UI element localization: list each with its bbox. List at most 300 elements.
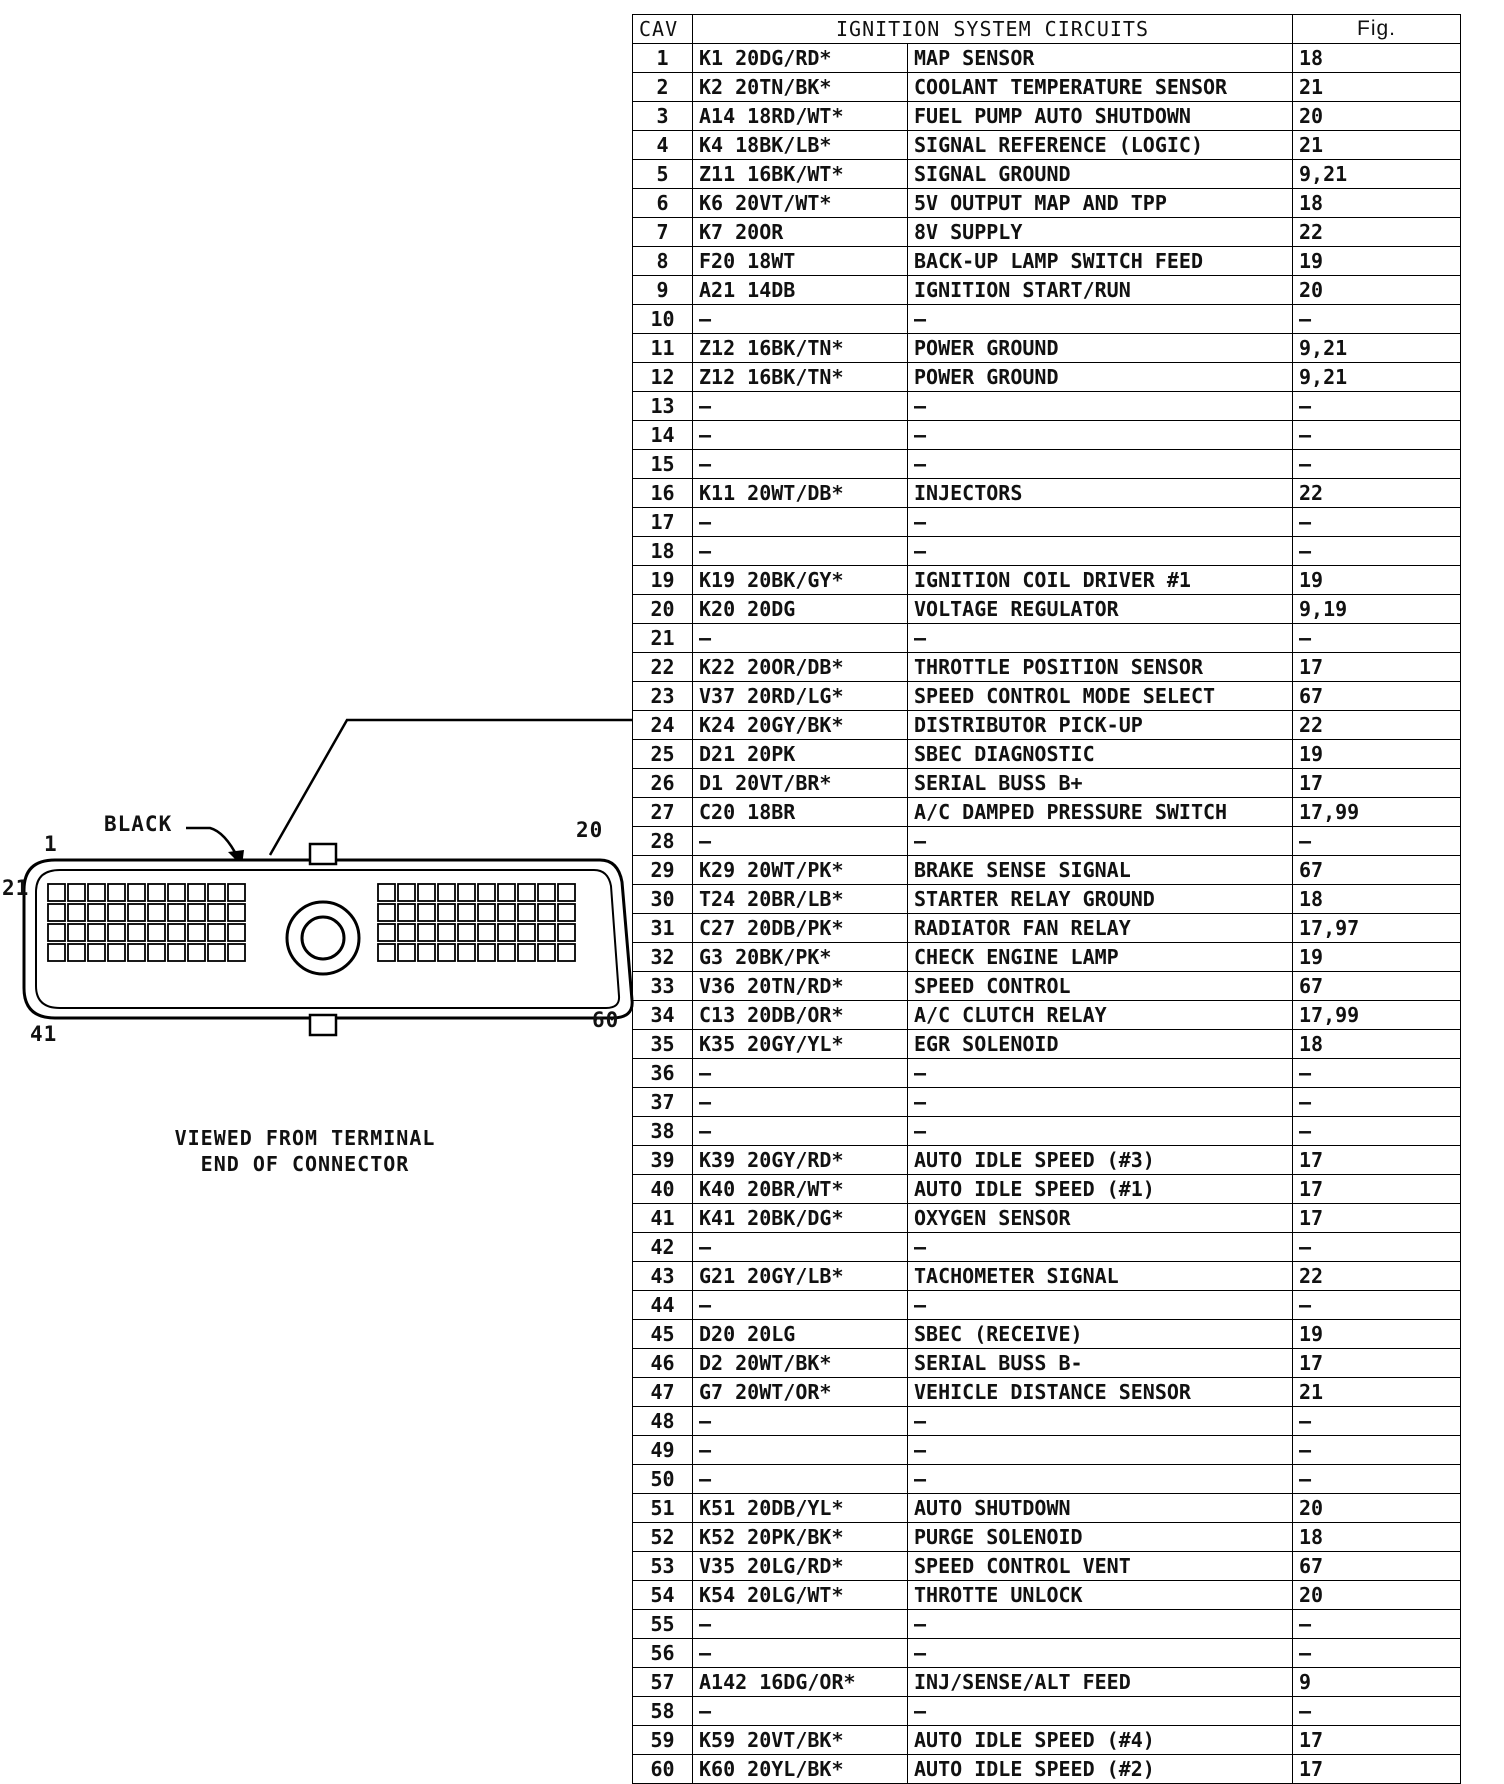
wire-cell: —: [693, 1407, 908, 1436]
connector-pin: [538, 884, 555, 901]
wire-cell: D2 20WT/BK*: [693, 1349, 908, 1378]
function-cell: —: [908, 1059, 1293, 1088]
connector-pin: [418, 884, 435, 901]
wire-cell: D21 20PK: [693, 740, 908, 769]
table-row: [633, 1436, 1461, 1465]
header-fig: Fig.: [1293, 15, 1461, 44]
table-row: [633, 102, 1461, 131]
connector-pin: [68, 884, 85, 901]
cav-cell: 7: [633, 218, 693, 247]
function-cell: SIGNAL REFERENCE (LOGIC): [908, 131, 1293, 160]
cav-cell: 40: [633, 1175, 693, 1204]
cav-cell: 55: [633, 1610, 693, 1639]
cav-cell: 1: [633, 44, 693, 73]
view-note: [120, 1125, 490, 1177]
pin-label-41: 41: [30, 1022, 58, 1046]
table-row: [633, 653, 1461, 682]
wire-cell: Z12 16BK/TN*: [693, 363, 908, 392]
function-cell: INJECTORS: [908, 479, 1293, 508]
table-row: [633, 914, 1461, 943]
wire-cell: D20 20LG: [693, 1320, 908, 1349]
connector-pin: [228, 944, 245, 961]
function-cell: PURGE SOLENOID: [908, 1523, 1293, 1552]
function-cell: POWER GROUND: [908, 363, 1293, 392]
fig-cell: 21: [1293, 131, 1461, 160]
table-row: [633, 1378, 1461, 1407]
table-row: [633, 189, 1461, 218]
table-row: [633, 1639, 1461, 1668]
connector-pin: [128, 904, 145, 921]
cav-cell: 49: [633, 1436, 693, 1465]
fig-cell: 17: [1293, 1349, 1461, 1378]
function-cell: IGNITION START/RUN: [908, 276, 1293, 305]
wire-cell: K51 20DB/YL*: [693, 1494, 908, 1523]
function-cell: 8V SUPPLY: [908, 218, 1293, 247]
connector-pin: [398, 944, 415, 961]
table-row: [633, 624, 1461, 653]
cav-cell: 23: [633, 682, 693, 711]
connector-pin: [108, 944, 125, 961]
fig-cell: —: [1293, 827, 1461, 856]
fig-cell: 17: [1293, 769, 1461, 798]
fig-cell: —: [1293, 421, 1461, 450]
cav-cell: 51: [633, 1494, 693, 1523]
cav-cell: 20: [633, 595, 693, 624]
wire-cell: Z12 16BK/TN*: [693, 334, 908, 363]
wire-cell: —: [693, 508, 908, 537]
table-row: [633, 305, 1461, 334]
fig-cell: —: [1293, 537, 1461, 566]
function-cell: AUTO IDLE SPEED (#4): [908, 1726, 1293, 1755]
fig-cell: —: [1293, 1059, 1461, 1088]
connector-pin: [538, 944, 555, 961]
table-row: [633, 1291, 1461, 1320]
fig-cell: 22: [1293, 1262, 1461, 1291]
cav-cell: 22: [633, 653, 693, 682]
table-row: [633, 1349, 1461, 1378]
wire-cell: —: [693, 421, 908, 450]
pin-label-60: 60: [592, 1008, 620, 1032]
function-cell: 5V OUTPUT MAP AND TPP: [908, 189, 1293, 218]
wire-cell: —: [693, 392, 908, 421]
cav-cell: 39: [633, 1146, 693, 1175]
wire-cell: A142 16DG/OR*: [693, 1668, 908, 1697]
fig-cell: 19: [1293, 566, 1461, 595]
connector-pin: [48, 904, 65, 921]
connector-pin: [478, 944, 495, 961]
table-row: [633, 1755, 1461, 1784]
cav-cell: 27: [633, 798, 693, 827]
connector-pin: [378, 884, 395, 901]
function-cell: THROTTE UNLOCK: [908, 1581, 1293, 1610]
connector-pin: [458, 944, 475, 961]
wire-cell: K39 20GY/RD*: [693, 1146, 908, 1175]
table-row: [633, 769, 1461, 798]
connector-pin: [168, 944, 185, 961]
wire-cell: —: [693, 305, 908, 334]
wire-cell: V37 20RD/LG*: [693, 682, 908, 711]
connector-pin: [538, 904, 555, 921]
cav-cell: 37: [633, 1088, 693, 1117]
function-cell: —: [908, 1465, 1293, 1494]
connector-pin: [458, 924, 475, 941]
connector-pin: [438, 884, 455, 901]
function-cell: A/C DAMPED PRESSURE SWITCH: [908, 798, 1293, 827]
wire-cell: G3 20BK/PK*: [693, 943, 908, 972]
cav-cell: 52: [633, 1523, 693, 1552]
table-row: [633, 1030, 1461, 1059]
function-cell: STARTER RELAY GROUND: [908, 885, 1293, 914]
fig-cell: 67: [1293, 1552, 1461, 1581]
table-row: [633, 1320, 1461, 1349]
function-cell: —: [908, 392, 1293, 421]
cav-cell: 56: [633, 1639, 693, 1668]
cav-cell: 33: [633, 972, 693, 1001]
table-row: [633, 1465, 1461, 1494]
table-row: [633, 73, 1461, 102]
function-cell: —: [908, 1697, 1293, 1726]
fig-cell: 22: [1293, 218, 1461, 247]
cav-cell: 58: [633, 1697, 693, 1726]
connector-pin: [498, 924, 515, 941]
fig-cell: 17: [1293, 1146, 1461, 1175]
table-row: [633, 1697, 1461, 1726]
connector-pin: [88, 924, 105, 941]
cav-cell: 2: [633, 73, 693, 102]
pin-label-20: 20: [576, 818, 604, 842]
cav-cell: 42: [633, 1233, 693, 1262]
fig-cell: —: [1293, 1639, 1461, 1668]
cav-cell: 57: [633, 1668, 693, 1697]
function-cell: SPEED CONTROL VENT: [908, 1552, 1293, 1581]
connector-pin: [438, 924, 455, 941]
connector-pin: [458, 904, 475, 921]
connector-pin: [128, 944, 145, 961]
wire-cell: K22 20OR/DB*: [693, 653, 908, 682]
function-cell: THROTTLE POSITION SENSOR: [908, 653, 1293, 682]
table-row: [633, 566, 1461, 595]
cav-cell: 32: [633, 943, 693, 972]
connector-pin: [108, 884, 125, 901]
connector-pin: [418, 924, 435, 941]
cav-cell: 48: [633, 1407, 693, 1436]
fig-cell: 9,19: [1293, 595, 1461, 624]
wire-cell: V35 20LG/RD*: [693, 1552, 908, 1581]
center-bolt-inner: [302, 917, 344, 959]
cav-cell: 11: [633, 334, 693, 363]
table-row: [633, 856, 1461, 885]
cav-cell: 14: [633, 421, 693, 450]
connector-pin: [68, 944, 85, 961]
table-row: [633, 450, 1461, 479]
wire-cell: —: [693, 450, 908, 479]
function-cell: COOLANT TEMPERATURE SENSOR: [908, 73, 1293, 102]
wire-cell: K2 20TN/BK*: [693, 73, 908, 102]
table-row: [633, 1523, 1461, 1552]
connector-pin: [478, 924, 495, 941]
function-cell: —: [908, 827, 1293, 856]
connector-pin: [378, 944, 395, 961]
table-row: [633, 479, 1461, 508]
function-cell: AUTO IDLE SPEED (#2): [908, 1755, 1293, 1784]
fig-cell: —: [1293, 1436, 1461, 1465]
cav-cell: 36: [633, 1059, 693, 1088]
function-cell: —: [908, 508, 1293, 537]
cav-cell: 54: [633, 1581, 693, 1610]
function-cell: SBEC DIAGNOSTIC: [908, 740, 1293, 769]
wire-cell: —: [693, 1059, 908, 1088]
wire-cell: A21 14DB: [693, 276, 908, 305]
fig-cell: 17: [1293, 653, 1461, 682]
wire-cell: K52 20PK/BK*: [693, 1523, 908, 1552]
table-row: [633, 1494, 1461, 1523]
table-row: [633, 1726, 1461, 1755]
fig-cell: 19: [1293, 247, 1461, 276]
table-row: [633, 1407, 1461, 1436]
function-cell: AUTO IDLE SPEED (#3): [908, 1146, 1293, 1175]
connector-diagram: [0, 700, 660, 1180]
connector-pin: [518, 904, 535, 921]
fig-cell: —: [1293, 1697, 1461, 1726]
connector-drawing: [0, 700, 660, 1180]
cav-cell: 59: [633, 1726, 693, 1755]
fig-cell: 9,21: [1293, 160, 1461, 189]
fig-cell: 17,99: [1293, 1001, 1461, 1030]
cav-cell: 4: [633, 131, 693, 160]
fig-cell: 9: [1293, 1668, 1461, 1697]
wire-cell: F20 18WT: [693, 247, 908, 276]
table-row: [633, 276, 1461, 305]
fig-cell: 20: [1293, 276, 1461, 305]
connector-pin: [558, 924, 575, 941]
function-cell: —: [908, 1088, 1293, 1117]
connector-pin: [398, 904, 415, 921]
function-cell: —: [908, 537, 1293, 566]
wire-cell: C27 20DB/PK*: [693, 914, 908, 943]
function-cell: VOLTAGE REGULATOR: [908, 595, 1293, 624]
connector-pin: [148, 884, 165, 901]
cav-cell: 18: [633, 537, 693, 566]
table-row: [633, 595, 1461, 624]
connector-pin: [478, 884, 495, 901]
view-note-line-2: END OF CONNECTOR: [200, 1152, 410, 1176]
wire-cell: K59 20VT/BK*: [693, 1726, 908, 1755]
cav-cell: 43: [633, 1262, 693, 1291]
cav-cell: 17: [633, 508, 693, 537]
connector-pin: [228, 924, 245, 941]
table-row: [633, 160, 1461, 189]
connector-pin: [418, 944, 435, 961]
cav-cell: 8: [633, 247, 693, 276]
cav-cell: 16: [633, 479, 693, 508]
connector-pin: [228, 904, 245, 921]
fig-cell: 17,99: [1293, 798, 1461, 827]
table-row: [633, 1204, 1461, 1233]
fig-cell: 17: [1293, 1726, 1461, 1755]
connector-pin: [538, 924, 555, 941]
connector-pin: [188, 944, 205, 961]
wire-cell: —: [693, 1465, 908, 1494]
wire-cell: K41 20BK/DG*: [693, 1204, 908, 1233]
header-title: IGNITION SYSTEM CIRCUITS: [693, 15, 1293, 44]
table-header-row: [633, 15, 1461, 44]
wire-cell: C20 18BR: [693, 798, 908, 827]
connector-pin: [498, 944, 515, 961]
connector-pin: [68, 924, 85, 941]
cav-cell: 21: [633, 624, 693, 653]
function-cell: —: [908, 1407, 1293, 1436]
cav-cell: 28: [633, 827, 693, 856]
function-cell: SBEC (RECEIVE): [908, 1320, 1293, 1349]
connector-pin: [108, 924, 125, 941]
fig-cell: 67: [1293, 972, 1461, 1001]
function-cell: POWER GROUND: [908, 334, 1293, 363]
table-row: [633, 1233, 1461, 1262]
table-row: [633, 682, 1461, 711]
connector-pin: [478, 904, 495, 921]
fig-cell: 21: [1293, 1378, 1461, 1407]
table-row: [633, 1175, 1461, 1204]
fig-cell: —: [1293, 392, 1461, 421]
table-row: [633, 1146, 1461, 1175]
function-cell: —: [908, 450, 1293, 479]
function-cell: SPEED CONTROL MODE SELECT: [908, 682, 1293, 711]
wire-cell: C13 20DB/OR*: [693, 1001, 908, 1030]
function-cell: —: [908, 1233, 1293, 1262]
cav-cell: 53: [633, 1552, 693, 1581]
connector-pin: [558, 944, 575, 961]
table-body: [633, 44, 1461, 1784]
function-cell: A/C CLUTCH RELAY: [908, 1001, 1293, 1030]
cav-cell: 24: [633, 711, 693, 740]
table-row: [633, 798, 1461, 827]
wire-cell: K7 20OR: [693, 218, 908, 247]
fig-cell: 21: [1293, 73, 1461, 102]
connector-pin: [398, 884, 415, 901]
connector-pin: [518, 944, 535, 961]
connector-pin: [398, 924, 415, 941]
fig-cell: 20: [1293, 1494, 1461, 1523]
cav-cell: 26: [633, 769, 693, 798]
table-row: [633, 334, 1461, 363]
cav-cell: 30: [633, 885, 693, 914]
cav-cell: 10: [633, 305, 693, 334]
table-row: [633, 363, 1461, 392]
fig-cell: 18: [1293, 1523, 1461, 1552]
wire-cell: K11 20WT/DB*: [693, 479, 908, 508]
table-row: [633, 1552, 1461, 1581]
wire-cell: G21 20GY/LB*: [693, 1262, 908, 1291]
function-cell: SERIAL BUSS B+: [908, 769, 1293, 798]
fig-cell: —: [1293, 624, 1461, 653]
table-row: [633, 711, 1461, 740]
function-cell: —: [908, 1436, 1293, 1465]
cav-cell: 35: [633, 1030, 693, 1059]
fig-cell: 17: [1293, 1755, 1461, 1784]
fig-cell: 19: [1293, 1320, 1461, 1349]
function-cell: FUEL PUMP AUTO SHUTDOWN: [908, 102, 1293, 131]
function-cell: RADIATOR FAN RELAY: [908, 914, 1293, 943]
connector-pin: [208, 904, 225, 921]
function-cell: DISTRIBUTOR PICK-UP: [908, 711, 1293, 740]
connector-pin: [378, 904, 395, 921]
fig-cell: —: [1293, 1233, 1461, 1262]
cav-cell: 50: [633, 1465, 693, 1494]
cav-cell: 29: [633, 856, 693, 885]
cav-cell: 31: [633, 914, 693, 943]
fig-cell: —: [1293, 1465, 1461, 1494]
function-cell: IGNITION COIL DRIVER #1: [908, 566, 1293, 595]
cav-cell: 34: [633, 1001, 693, 1030]
fig-cell: —: [1293, 508, 1461, 537]
connector-pin: [168, 904, 185, 921]
wire-cell: —: [693, 1436, 908, 1465]
connector-pin: [88, 884, 105, 901]
wire-cell: —: [693, 624, 908, 653]
function-cell: VEHICLE DISTANCE SENSOR: [908, 1378, 1293, 1407]
view-note-line-1: VIEWED FROM TERMINAL: [174, 1126, 436, 1150]
cav-cell: 5: [633, 160, 693, 189]
cav-cell: 38: [633, 1117, 693, 1146]
wire-cell: —: [693, 1639, 908, 1668]
function-cell: BACK-UP LAMP SWITCH FEED: [908, 247, 1293, 276]
table-row: [633, 508, 1461, 537]
ignition-circuit-table: [632, 14, 1460, 1781]
connector-pin: [518, 924, 535, 941]
table-row: [633, 1001, 1461, 1030]
fig-cell: 18: [1293, 1030, 1461, 1059]
wire-cell: K29 20WT/PK*: [693, 856, 908, 885]
fig-cell: 17: [1293, 1204, 1461, 1233]
table-row: [633, 943, 1461, 972]
fig-cell: 17: [1293, 1175, 1461, 1204]
wire-cell: Z11 16BK/WT*: [693, 160, 908, 189]
function-cell: AUTO IDLE SPEED (#1): [908, 1175, 1293, 1204]
cav-cell: 9: [633, 276, 693, 305]
fig-cell: 20: [1293, 1581, 1461, 1610]
connector-pin: [148, 924, 165, 941]
fig-cell: 19: [1293, 740, 1461, 769]
connector-pin: [148, 944, 165, 961]
connector-pin: [498, 904, 515, 921]
table-row: [633, 131, 1461, 160]
wire-cell: K1 20DG/RD*: [693, 44, 908, 73]
wire-cell: K6 20VT/WT*: [693, 189, 908, 218]
function-cell: SIGNAL GROUND: [908, 160, 1293, 189]
cav-cell: 60: [633, 1755, 693, 1784]
function-cell: AUTO SHUTDOWN: [908, 1494, 1293, 1523]
connector-pin: [518, 884, 535, 901]
table-row: [633, 1668, 1461, 1697]
key-tab-bottom: [310, 1015, 336, 1035]
fig-cell: —: [1293, 1407, 1461, 1436]
fig-cell: 9,21: [1293, 363, 1461, 392]
connector-pin: [168, 924, 185, 941]
key-tab-top: [310, 844, 336, 864]
cav-cell: 19: [633, 566, 693, 595]
connector-pin: [558, 904, 575, 921]
fig-cell: —: [1293, 450, 1461, 479]
table-row: [633, 247, 1461, 276]
wire-cell: —: [693, 1610, 908, 1639]
cav-cell: 46: [633, 1349, 693, 1378]
connector-pin: [228, 884, 245, 901]
function-cell: TACHOMETER SIGNAL: [908, 1262, 1293, 1291]
function-cell: —: [908, 1610, 1293, 1639]
function-cell: —: [908, 1639, 1293, 1668]
wire-cell: K4 18BK/LB*: [693, 131, 908, 160]
table-row: [633, 972, 1461, 1001]
